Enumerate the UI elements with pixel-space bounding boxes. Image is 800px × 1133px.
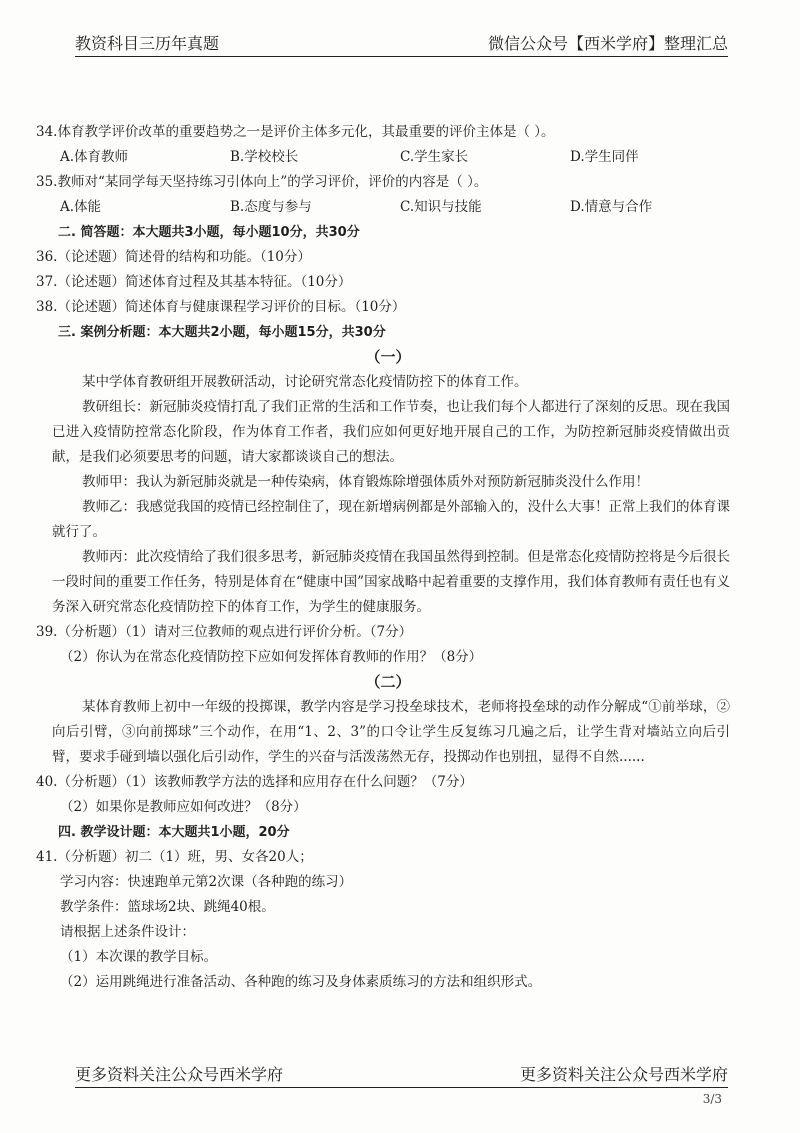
case-2-title: （二） [365,673,411,691]
option-b: B.态度与参与 [230,199,312,215]
question-40-part-2: （2）如果你是教师应如何改进？（8分） [60,799,307,815]
option-b: B.学校校长 [230,149,299,165]
page-footer [75,1063,728,1088]
question-37: 37.（论述题）简述体育过程及其基本特征。（10分） [36,274,352,290]
question-41-line: 教学条件：篮球场2块、跳绳40根。 [60,899,275,915]
question-34-stem: 34.体育教学评价改革的重要趋势之一是评价主体多元化，其最重要的评价主体是（ ）。 [36,124,555,140]
header-right-title: 微信公众号【西米学府】整理汇总 [487,34,728,53]
question-35-stem: 35.教师对“某同学每天坚持练习引体向上”的学习评价，评价的内容是（ ）。 [36,174,488,190]
question-41-line: 41.（分析题）初二（1）班，男、女各20人； [36,849,313,865]
section-3-heading: 三. 案例分析题：本大题共2小题，每小题15分，共30分 [58,325,386,340]
footer-right-text: 更多资料关注公众号西米学府 [519,1065,728,1084]
header-left-title: 教资科目三历年真题 [75,34,220,53]
option-c: C.知识与技能 [400,199,482,215]
page-header [75,30,728,57]
question-41-line: 学习内容：快速跑单元第2次课（各种跑的练习） [60,874,353,890]
question-34-options [36,145,740,170]
option-a: A.体育教师 [60,149,129,165]
question-36: 36.（论述题）简述骨的结构和功能。（10分） [36,249,311,265]
footer-left-text: 更多资料关注公众号西米学府 [75,1065,284,1084]
question-41-line: 请根据上述条件设计： [60,924,195,940]
case-1-title: （一） [365,348,411,366]
question-39-part-2: （2）你认为在常态化疫情防控下应如何发挥体育教师的作用？（8分） [60,649,483,665]
question-40-part-1: 40.（分析题）（1）该教师教学方法的选择和应用存在什么问题？（7分） [36,774,473,790]
page-number: 3/3 [702,1092,722,1106]
section-2-heading: 二. 简答题：本大题共3小题，每小题10分，共30分 [58,225,360,240]
question-35-options [36,195,740,220]
case-1-paragraph: 教师甲：我认为新冠肺炎就是一种传染病，体育锻炼除增强体质外对预防新冠肺炎没什么作用！ [82,474,649,490]
case-2-text [36,695,740,770]
section-4-heading: 四. 教学设计题：本大题共1小题，20分 [58,825,290,840]
question-41-line: （1）本次课的教学目标。 [60,949,218,965]
question-39-part-1: 39.（分析题）（1）请对三位教师的观点进行评价分析。（7分） [36,624,413,640]
option-c: C.学生家长 [400,149,469,165]
option-a: A.体能 [60,199,102,215]
option-d: D.情意与合作 [570,199,653,215]
case-1-text [36,370,740,620]
question-38: 38.（论述题）简述体育与健康课程学习评价的目标。（10分） [36,299,406,315]
case-1-paragraph: 教研组长：新冠肺炎疫情打乱了我们正常的生活和工作节奏，也让我们每个人都进行了深刻的反思。现在我国已进入疫情防控常态化阶段，作为体育工作者，我们应如何更好地开展自己的工作，为防控新冠肺炎疫情做出贡献，是我们必须要思考的问题，请大家都谈谈自己的想法。 [52,399,730,465]
exam-content [36,120,740,995]
case-1-paragraph: 教师丙：此次疫情给了我们很多思考，新冠肺炎疫情在我国虽然得到控制。但是常态化疫情防控将是今后很长一段时间的重要工作任务，特别是体育在“健康中国”国家战略中起着重要的支撑作用，我们体育教师有责任也有义务深入研究常态化疫情防控下的体育工作，为学生的健康服务。 [52,549,730,615]
question-41-line: （2）运用跳绳进行准备活动、各种跑的练习及身体素质练习的方法和组织形式。 [60,974,542,990]
case-1-paragraph: 某中学体育教研组开展教研活动，讨论研究常态化疫情防控下的体育工作。 [82,374,528,390]
option-d: D.学生同伴 [570,149,639,165]
case-1-paragraph: 教师乙：我感觉我国的疫情已经控制住了，现在新增病例都是外部输入的，没什么大事！正常上我们的体育课就行了。 [52,499,730,540]
case-2-paragraph: 某体育教师上初中一年级的投掷课，教学内容是学习投垒球技术，老师将投垒球的动作分解成“①前举球，②向后引臂，③向前掷球”三个动作，在用“1、2、3”的口令让学生反复练习几遍之后，让学生背对墙站立向后引臂，要求手碰到墙以强化后引动作，学生的兴奋与活泼荡然无存，投掷动作也别扭，显得不自然...... [52,699,730,765]
